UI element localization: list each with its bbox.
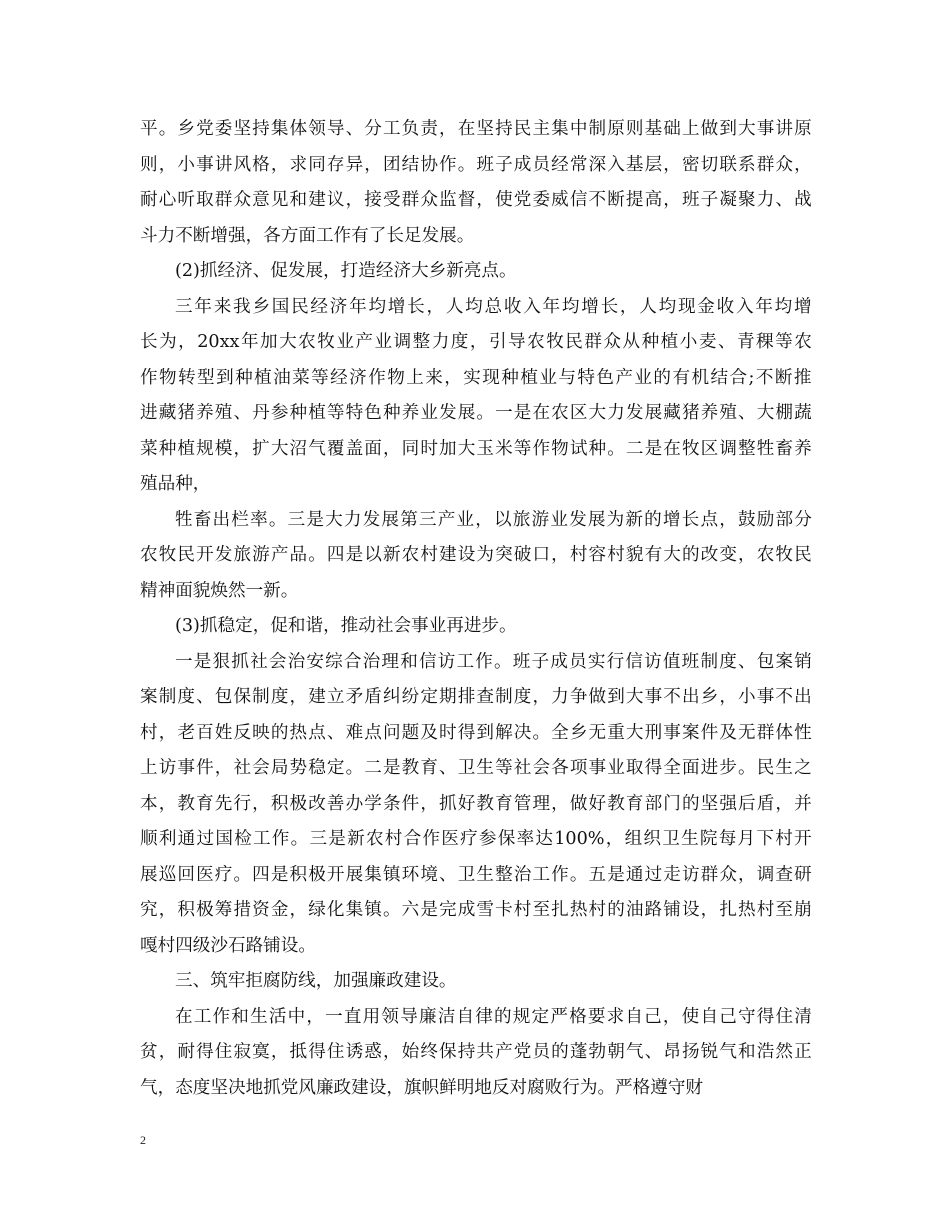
text-line: 斗力不断增强，各方面工作有了长足发展。 <box>140 225 475 246</box>
text-line: 平 。 乡 党 委 坚 持 集 体 领 导 、 分 工 负 责 ， 在 坚 持 民 主 集 中 制 原 则 基 础 上 做 到 大 事 讲 原 <box>140 119 812 139</box>
text-line: 三、筑牢拒腐防线，加强廉政建设。 <box>175 971 457 991</box>
text-line: 作 物 转 型 到 种 植 油 菜 等 经 济 作 物 上 来 ， 实 现 种 植 业 与 特 色 产 业 的 有 机 结 合 ; 不 断 推 <box>140 367 812 388</box>
text-line: 顺 利 通 过 国 检 工 作 。 三 是 新 农 村 合 作 医 疗 参 保 率 达 100% ， 组 织 卫 生 院 每 月 下 村 开 <box>140 829 812 849</box>
text-line: 案 制 度 、 包 保 制 度 ， 建 立 矛 盾 纠 纷 定 期 排 查 制 度 ， 力 争 做 到 大 事 不 出 乡 ， 小 事 不 出 <box>140 687 812 707</box>
text-line: 牲 畜 出 栏 率 。 三 是 大 力 发 展 第 三 产 业 ， 以 旅 游 业 发 展 为 新 的 增 长 点 ， 鼓 励 部 分 <box>175 509 812 530</box>
text-line: 在 工 作 和 生 活 中 ， 一 直 用 领 导 廉 洁 自 律 的 规 定 严 格 要 求 自 己 ， 使 自 己 守 得 住 清 <box>175 1006 812 1027</box>
text-line: 长 为 ， 20xx 年 加 大 农 牧 业 产 业 调 整 力 度 ， 引 导 农 牧 民 群 众 从 种 植 小 麦 、 青 稞 等 农 <box>140 332 812 352</box>
text-line: 进 藏 猪 养 殖 、 丹 参 种 植 等 特 色 种 养 业 发 展 。 一 是 在 农 区 大 力 发 展 藏 猪 养 殖 、 大 棚 蔬 <box>140 403 812 423</box>
text-line: 殖品种， <box>140 474 211 494</box>
text-line: 究 ， 积 极 筹 措 资 金 ， 绿 化 集 镇 。 六 是 完 成 雪 卡 村 至 扎 热 村 的 油 路 铺 设 ， 扎 热 村 至 崩 <box>140 900 812 920</box>
page-number: 2 <box>140 1133 146 1147</box>
text-line: 耐 心 听 取 群 众 意 见 和 建 议 ， 接 受 群 众 监 督 ， 使 党 委 威 信 不 断 提 高 ， 班 子 凝 聚 力 、 战 <box>140 190 812 210</box>
text-line: 三 年 来 我 乡 国 民 经 济 年 均 增 长 ， 人 均 总 收 入 年 均 增 长 ， 人 均 现 金 收 入 年 均 增 <box>175 296 812 317</box>
text-line: 一 是 狠 抓 社 会 治 安 综 合 治 理 和 信 访 工 作 。 班 子 成 员 实 行 信 访 值 班 制 度 、 包 案 销 <box>175 651 812 672</box>
text-line: (3)抓稳定，促和谐，推动社会事业再进步。 <box>175 616 517 636</box>
text-line: 展 巡 回 医 疗 。 四 是 积 极 开 展 集 镇 环 境 、 卫 生 整 治 工 作 。 五 是 通 过 走 访 群 众 ， 调 查 研 <box>140 864 812 885</box>
text-line: 则 ， 小 事 讲 风 格 ， 求 同 存 异 ， 团 结 协 作 。 班 子 成 员 经 常 深 入 基 层 ， 密 切 联 系 群 众 ， <box>140 154 812 175</box>
text-line: 贫 ， 耐 得 住 寂 寞 ， 抵 得 住 诱 惑 ， 始 终 保 持 共 产 党 员 的 蓬 勃 朝 气 、 昂 扬 锐 气 和 浩 然 正 <box>140 1042 812 1062</box>
text-line: 菜 种 植 规 模 ， 扩 大 沼 气 覆 盖 面 ， 同 时 加 大 玉 米 等 作 物 试 种 。 二 是 在 牧 区 调 整 牲 畜 养 <box>140 438 812 459</box>
text-line: 农 牧 民 开 发 旅 游 产 品 。 四 是 以 新 农 村 建 设 为 突 破 口 ， 村 容 村 貌 有 大 的 改 变 ， 农 牧 民 <box>140 545 812 565</box>
text-line: 嘎村四级沙石路铺设。 <box>140 935 316 956</box>
text-line: 气，态度坚决地抓党风廉政建设，旗帜鲜明地反对腐败行为。严格遵守财 <box>140 1077 704 1098</box>
text-line: 上 访 事 件 ， 社 会 局 势 稳 定 。 二 是 教 育 、 卫 生 等 社 会 各 项 事 业 取 得 全 面 进 步 。 民 生 之 <box>140 758 812 778</box>
text-line: 精神面貌焕然一新。 <box>140 580 299 601</box>
text-line: 村 ， 老 百 姓 反 映 的 热 点 、 难 点 问 题 及 时 得 到 解 决 。 全 乡 无 重 大 刑 事 案 件 及 无 群 体 性 <box>140 722 812 743</box>
document-body <box>140 112 812 1106</box>
text-line: (2)抓经济、促发展，打造经济大乡新亮点。 <box>175 261 517 281</box>
text-line: 本 ， 教 育 先 行 ， 积 极 改 善 办 学 条 件 ， 抓 好 教 育 管 理 ， 做 好 教 育 部 门 的 坚 强 后 盾 ， 并 <box>140 793 812 814</box>
